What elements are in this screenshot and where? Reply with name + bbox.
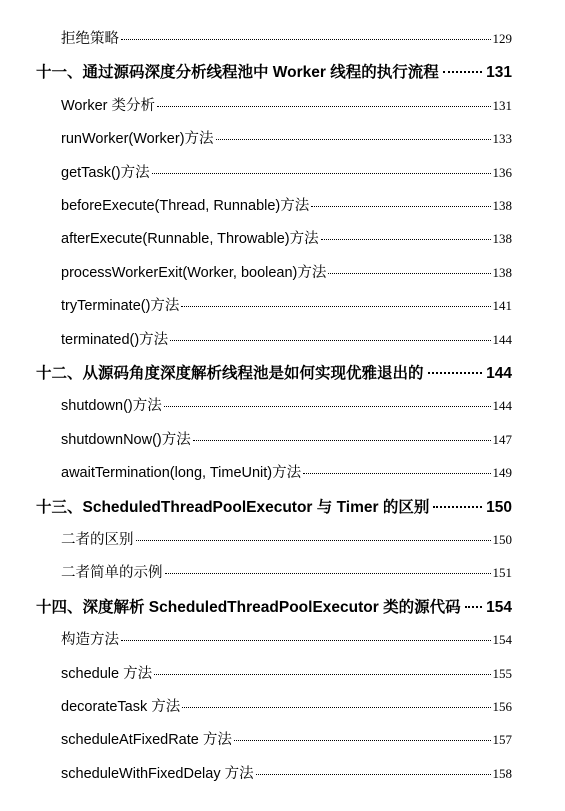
toc-entry-title: 十三、ScheduledThreadPoolExecutor 与 Timer 的区别 [36, 498, 430, 516]
dot-leader [256, 774, 491, 775]
toc-entry[interactable] [0, 161, 565, 182]
toc-entry-title: beforeExecute(Thread, Runnable)方法 [61, 198, 310, 214]
toc-entry-page-number: 147 [492, 431, 512, 447]
toc-entry-title: Worker 类分析 [61, 97, 155, 114]
dot-leader [170, 340, 490, 341]
toc-entry[interactable] [0, 728, 565, 749]
toc-entry[interactable] [0, 561, 565, 582]
toc-chapter-entry[interactable] [0, 60, 565, 82]
toc-entry-page-number: 141 [492, 298, 512, 314]
toc-entry-title: awaitTermination(long, TimeUnit)方法 [61, 465, 302, 482]
toc-entry[interactable] [0, 294, 565, 315]
dot-leader [182, 707, 490, 708]
toc-entry[interactable] [0, 27, 565, 48]
toc-entry[interactable] [0, 461, 565, 482]
toc-entry-page-number: 151 [492, 565, 512, 581]
toc-entry-title: scheduleWithFixedDelay 方法 [61, 765, 254, 782]
dot-leader [443, 71, 482, 73]
dot-leader [311, 206, 490, 207]
toc-entry[interactable] [0, 762, 565, 783]
toc-entry-page-number: 133 [492, 131, 512, 147]
toc-entry[interactable] [0, 662, 565, 683]
toc-entry[interactable] [0, 194, 565, 215]
toc-entry-title: schedule 方法 [61, 665, 153, 682]
dot-leader [234, 740, 491, 741]
dot-leader [428, 372, 483, 374]
toc-entry-page-number: 157 [492, 732, 512, 748]
toc-entry-page-number: 158 [492, 765, 512, 781]
toc-entry-title: decorateTask 方法 [61, 699, 181, 715]
toc-entry-page-number: 131 [486, 64, 512, 82]
toc-entry-title: 二者简单的示例 [61, 565, 163, 582]
toc-entry[interactable] [0, 227, 565, 248]
dot-leader [136, 540, 491, 541]
toc-entry-page-number: 144 [492, 398, 512, 414]
toc-entry-title: scheduleAtFixedRate 方法 [61, 732, 232, 749]
toc-entry-page-number: 156 [492, 699, 512, 714]
toc-entry-page-number: 150 [486, 498, 512, 516]
dot-leader [164, 406, 491, 407]
toc-entry-page-number: 138 [492, 231, 512, 247]
dot-leader [165, 573, 491, 574]
toc-entry-page-number: 131 [492, 97, 512, 113]
toc-entry-page-number: 144 [492, 331, 512, 347]
toc-entry-title: 拒绝策略 [61, 31, 119, 47]
dot-leader [193, 440, 491, 441]
dot-leader [154, 674, 490, 675]
toc-entry-title: processWorkerExit(Worker, boolean)方法 [61, 264, 327, 281]
toc-entry-page-number: 154 [492, 632, 512, 648]
toc-entry-page-number: 149 [492, 465, 512, 481]
toc-entry[interactable] [0, 528, 565, 549]
dot-leader [157, 106, 491, 107]
toc-entry-title: afterExecute(Runnable, Throwable)方法 [61, 231, 319, 248]
dot-leader [433, 506, 482, 508]
toc-entry[interactable] [0, 127, 565, 148]
dot-leader [152, 173, 491, 174]
toc-entry-page-number: 138 [492, 264, 512, 280]
toc-entry-page-number: 129 [492, 31, 512, 46]
toc-entry-page-number: 150 [492, 532, 512, 547]
dot-leader [328, 273, 490, 274]
dot-leader [181, 306, 490, 307]
dot-leader [121, 640, 491, 641]
toc-entry[interactable] [0, 328, 565, 349]
toc-entry-page-number: 155 [492, 665, 512, 681]
toc-entry-title: runWorker(Worker)方法 [61, 131, 214, 148]
toc-entry[interactable] [0, 94, 565, 115]
toc-chapter-entry[interactable] [0, 595, 565, 617]
toc-entry[interactable] [0, 695, 565, 716]
toc-entry-title: 二者的区别 [61, 532, 134, 548]
toc-entry-page-number: 136 [492, 164, 512, 180]
dot-leader [303, 473, 490, 474]
toc-entry-title: 十一、通过源码深度分析线程池中 Worker 线程的执行流程 [36, 64, 439, 82]
toc-entry[interactable] [0, 428, 565, 449]
dot-leader [121, 39, 491, 40]
toc-entry[interactable] [0, 394, 565, 415]
toc-entry-title: shutdown()方法 [61, 398, 162, 415]
toc-entry-page-number: 144 [486, 365, 512, 382]
toc-chapter-entry[interactable] [0, 361, 565, 383]
toc-entry-title: 构造方法 [61, 632, 119, 649]
toc-entry-page-number: 154 [486, 598, 512, 616]
dot-leader [465, 606, 483, 608]
toc-entry-title: terminated()方法 [61, 331, 169, 348]
toc-entry-title: shutdownNow()方法 [61, 431, 191, 448]
toc-entry[interactable] [0, 628, 565, 649]
toc-chapter-entry[interactable] [0, 495, 565, 517]
toc-entry-title: 十二、从源码角度深度解析线程池是如何实现优雅退出的 [36, 365, 424, 382]
toc-entry-title: tryTerminate()方法 [61, 298, 180, 315]
toc-entry-title: getTask()方法 [61, 164, 150, 181]
dot-leader [321, 239, 491, 240]
dot-leader [216, 139, 491, 140]
toc-entry-title: 十四、深度解析 ScheduledThreadPoolExecutor 类的源代码 [36, 598, 461, 616]
toc-entry-page-number: 138 [492, 198, 512, 213]
toc-entry[interactable] [0, 261, 565, 282]
